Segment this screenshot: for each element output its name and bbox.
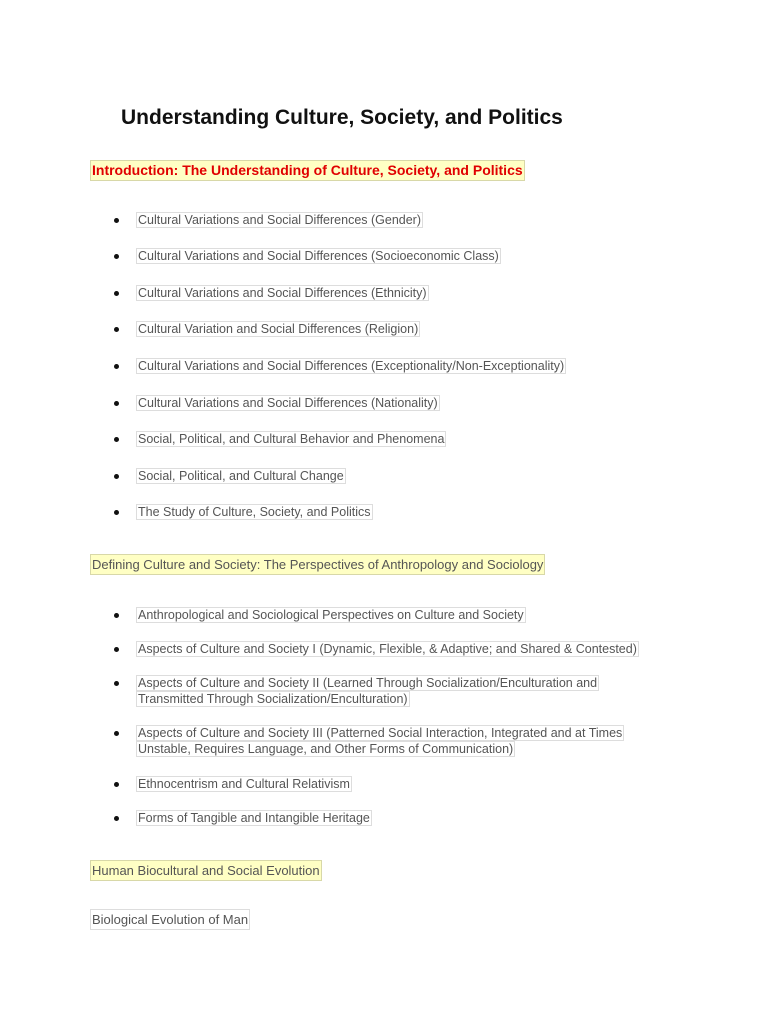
section-heading-human-evolution — [90, 860, 322, 881]
list-item-text: Aspects of Culture and Society II (Learned Through Socialization/Enculturation and Transmitted Through Socialization/Enculturation) — [138, 676, 598, 706]
section-heading-text: Human Biocultural and Social Evolution — [90, 860, 322, 881]
list-item-text: Social, Political, and Cultural Behavior and Phenomena — [138, 432, 445, 446]
bullet-icon — [114, 254, 119, 259]
bullet-icon — [114, 474, 119, 479]
list-item-text: Cultural Variations and Social Differences (Ethnicity) — [138, 286, 427, 300]
bullet-icon — [114, 613, 119, 618]
list-item-text: Cultural Variations and Social Differences (Socioeconomic Class) — [138, 249, 499, 263]
list-item-text: Cultural Variations and Social Differences (Nationality) — [138, 396, 438, 410]
bullet-icon — [114, 437, 119, 442]
list-item-text: Aspects of Culture and Society I (Dynamic, Flexible, & Adaptive; and Shared & Contested) — [138, 642, 637, 656]
list-item-text: Cultural Variations and Social Differences (Exceptionality/Non-Exceptionality) — [138, 359, 565, 373]
bullet-icon — [114, 364, 119, 369]
list-item-text: Social, Political, and Cultural Change — [138, 469, 344, 483]
section-heading-defining-culture — [90, 554, 545, 575]
bullet-icon — [114, 218, 119, 223]
list-item-text: Cultural Variations and Social Differences (Gender) — [138, 213, 422, 227]
bullet-icon — [114, 401, 119, 406]
list-item-text: Forms of Tangible and Intangible Heritage — [138, 811, 370, 825]
section-heading-introduction — [90, 160, 525, 181]
bullet-icon — [114, 816, 119, 821]
bullet-icon — [114, 647, 119, 652]
bullet-icon — [114, 291, 119, 296]
page-title: Understanding Culture, Society, and Politics — [121, 106, 563, 129]
section-heading-text: Defining Culture and Society: The Perspectives of Anthropology and Sociology — [90, 554, 545, 575]
list-item-text: Ethnocentrism and Cultural Relativism — [138, 777, 350, 791]
list-item-text: Cultural Variation and Social Differences (Religion) — [138, 322, 419, 336]
bullet-icon — [114, 510, 119, 515]
bullet-icon — [114, 731, 119, 736]
section-heading-text: Introduction: The Understanding of Culture, Society, and Politics — [90, 160, 525, 181]
list-item-text: Anthropological and Sociological Perspectives on Culture and Society — [138, 608, 524, 622]
list-item-text: Aspects of Culture and Society III (Patterned Social Interaction, Integrated and at Times Unstable, Requires Language, and Other Forms of Communication) — [138, 726, 623, 756]
bullet-icon — [114, 681, 119, 686]
bullet-icon — [114, 782, 119, 787]
subsection-line-biological-evolution — [90, 909, 250, 930]
bullet-icon — [114, 327, 119, 332]
list-item-text: The Study of Culture, Society, and Politics — [138, 505, 371, 519]
subsection-text: Biological Evolution of Man — [90, 909, 250, 930]
